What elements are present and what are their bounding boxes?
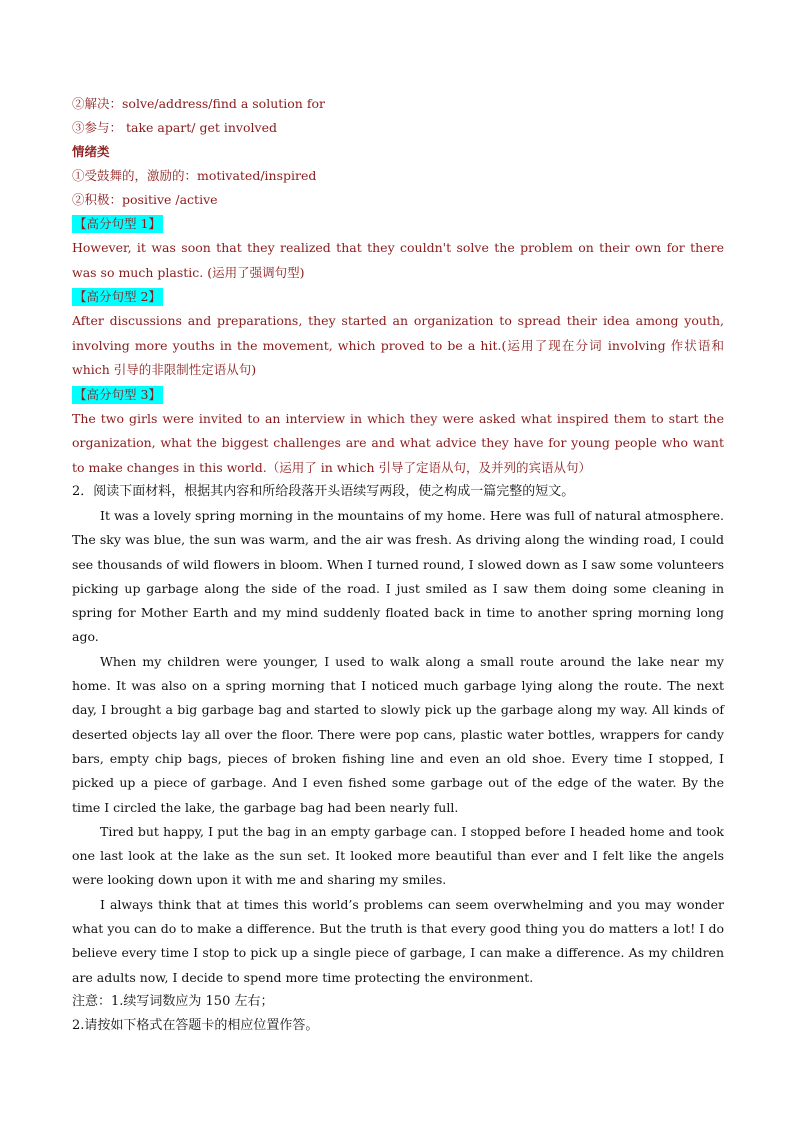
sentence-text-2: After discussions and preparations, they started an organization to spread their idea among youth, involving more youths in the movement, which proved to be a hit.(运用了现在分词 involving 作状语和 which 引导的非限制性定语从句): [72, 313, 724, 377]
note-word-count: 注意：1.续写词数应为 150 左右；: [72, 993, 274, 1009]
passage-paragraph-4: I always think that at times this world’s problems can seem overwhelming and you may wonder what you can do to make a difference. But the truth is that every good thing you do matters a lot! I do believe every time I stop to pick up a single piece of garbage, I can make a difference. As my children are adults now, I decide to spend more time protecting the environment.: [72, 896, 724, 985]
passage-paragraph-3: Tired but happy, I put the bag in an empty garbage can. I stopped before I headed home and took one last look at the lake as the sun set. It looked more beautiful than ever and I felt like the angels were looking down upon it with me and sharing my smiles.: [72, 823, 724, 888]
task-instruction: 2．阅读下面材料，根据其内容和所给段落开头语续写两段，使之构成一篇完整的短文。: [72, 484, 575, 499]
sentence-tag-1: 【高分句型 1】: [74, 216, 161, 231]
vocab-item-motivated: ①受鼓舞的，激励的：motivated/inspired: [72, 168, 317, 183]
sentence-block-3: [72, 383, 724, 481]
vocab-item-positive: ②积极：positive /active: [72, 192, 218, 207]
emotion-heading: 情绪类: [72, 144, 110, 159]
sentence-block-2: [72, 285, 724, 383]
passage-paragraph-1: It was a lovely spring morning in the mountains of my home. Here was full of natural atmosphere. The sky was blue, the sun was warm, and the air was fresh. As driving along the winding road, I could see thousands of wild flowers in bloom. When I turned round, I slowed down as I saw some volunteers picking up garbage along the side of the road. I just smiled as I saw them doing some cleaning in spring for Mother Earth and my mind suddenly floated back in time to another spring morning long ago.: [72, 508, 724, 645]
passage-paragraph-2: When my children were younger, I used to walk along a small route around the lake near my home. It was also on a spring morning that I noticed much garbage lying along the route. The next day, I brought a big garbage bag and started to slowly pick up the garbage along my way. All kinds of deserted objects lay all over the floor. There were pop cans, plastic water bottles, wrappers for candy bars, empty chip bags, pieces of broken fishing line and even an old shoe. Every time I stopped, I picked up a piece of garbage. And I even fished some garbage out of the edge of the water. By the time I circled the lake, the garbage bag had been nearly full.: [72, 653, 724, 815]
sentence-text-3: The two girls were invited to an interview in which they were asked what inspired them to start the organization, what the biggest challenges are and what advice they have for young people who want to make changes in this world.（运用了 in which 引导了定语从句，及并列的宾语从句）: [72, 410, 724, 475]
document-page: [72, 92, 724, 1038]
sentence-tag-3: 【高分句型 3】: [74, 386, 161, 402]
reading-passage: [72, 504, 724, 990]
sentence-block-1: [72, 212, 724, 285]
note-format: 2.请按如下格式在答题卡的相应位置作答。: [72, 1017, 319, 1033]
sentence-text-1: However, it was soon that they realized that they couldn't solve the problem on their own for there was so much plastic. (运用了强调句型): [72, 240, 724, 280]
sentence-tag-2: 【高分句型 2】: [74, 289, 161, 304]
vocab-item-solve: ②解决：solve/address/find a solution for: [72, 96, 325, 111]
vocab-item-take-part: ③参与： take apart/ get involved: [72, 120, 277, 135]
